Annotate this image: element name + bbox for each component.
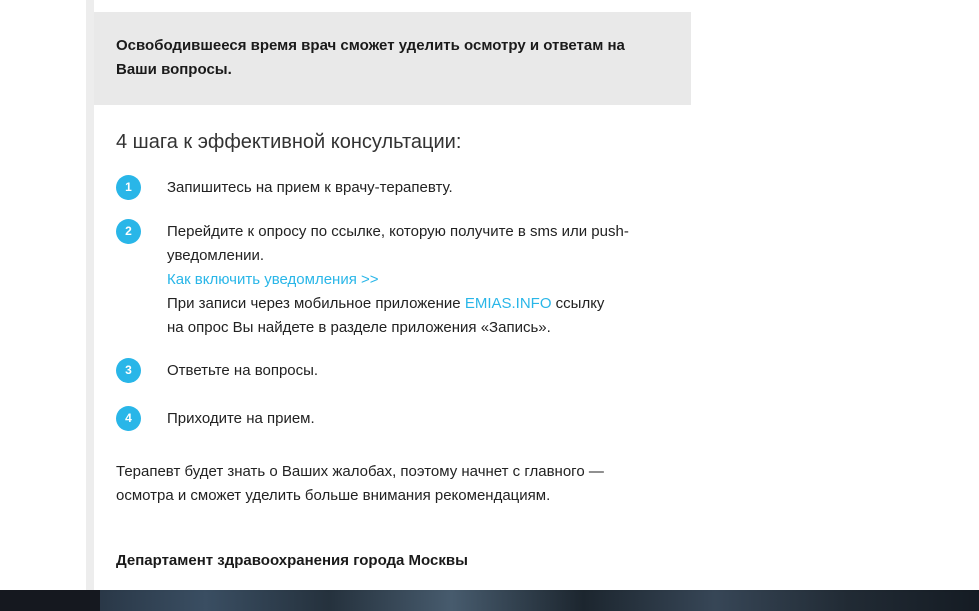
steps-list: [116, 175, 676, 450]
list-item: [116, 358, 676, 392]
step-number-badge: 4: [116, 406, 141, 431]
bottom-band: [0, 590, 979, 611]
step-text-line-3: [167, 292, 676, 316]
step-body: [167, 406, 676, 431]
step-body: [167, 219, 676, 340]
right-gutter: [691, 0, 697, 590]
highlight-top-spacer: [94, 0, 691, 12]
step-text-prefix: При записи через мобильное приложение: [167, 295, 465, 312]
band-photo: [100, 590, 979, 611]
list-item: [116, 219, 676, 340]
step-text-line-2: уведомлении.: [167, 247, 265, 264]
left-gutter: [86, 0, 94, 590]
closing-paragraph: [116, 460, 676, 508]
step-number-badge: 3: [116, 358, 141, 383]
step-number-badge: 1: [116, 175, 141, 200]
band-left: [0, 590, 100, 611]
notifications-help-link[interactable]: Как включить уведомления >>: [167, 271, 379, 288]
step-text-line-4: на опрос Вы найдете в разделе приложения «Запись».: [167, 319, 551, 336]
step-number-badge: 2: [116, 219, 141, 244]
closing-line-2: осмотра и сможет уделить больше внимания рекомендациям.: [116, 487, 551, 504]
list-item: [116, 175, 676, 209]
highlight-text: Освободившееся время врач сможет уделить осмотру и ответам на Ваши вопросы.: [116, 37, 625, 78]
highlight-box: [94, 0, 691, 105]
step-body: [167, 358, 676, 383]
emias-info-link[interactable]: EMIAS.INFO: [464, 295, 552, 312]
email-content-card: [94, 0, 691, 590]
list-item: [116, 406, 676, 440]
step-body: [167, 175, 676, 200]
closing-line-1: Терапевт будет знать о Ваших жалобах, поэтому начнет с главного —: [116, 463, 604, 480]
step-text-line-1: Перейдите к опросу по ссылке, которую получите в sms или push-: [167, 223, 629, 240]
step-text: Приходите на прием.: [167, 410, 315, 427]
step-text: Ответьте на вопросы.: [167, 362, 319, 379]
step-text: Запишитесь на прием к врачу-терапевту.: [167, 179, 453, 196]
page-title: 4 шага к эффективной консультации:: [116, 131, 462, 153]
signature: Департамент здравоохранения города Москвы: [116, 552, 468, 569]
step-text-suffix: ссылку: [551, 295, 605, 312]
